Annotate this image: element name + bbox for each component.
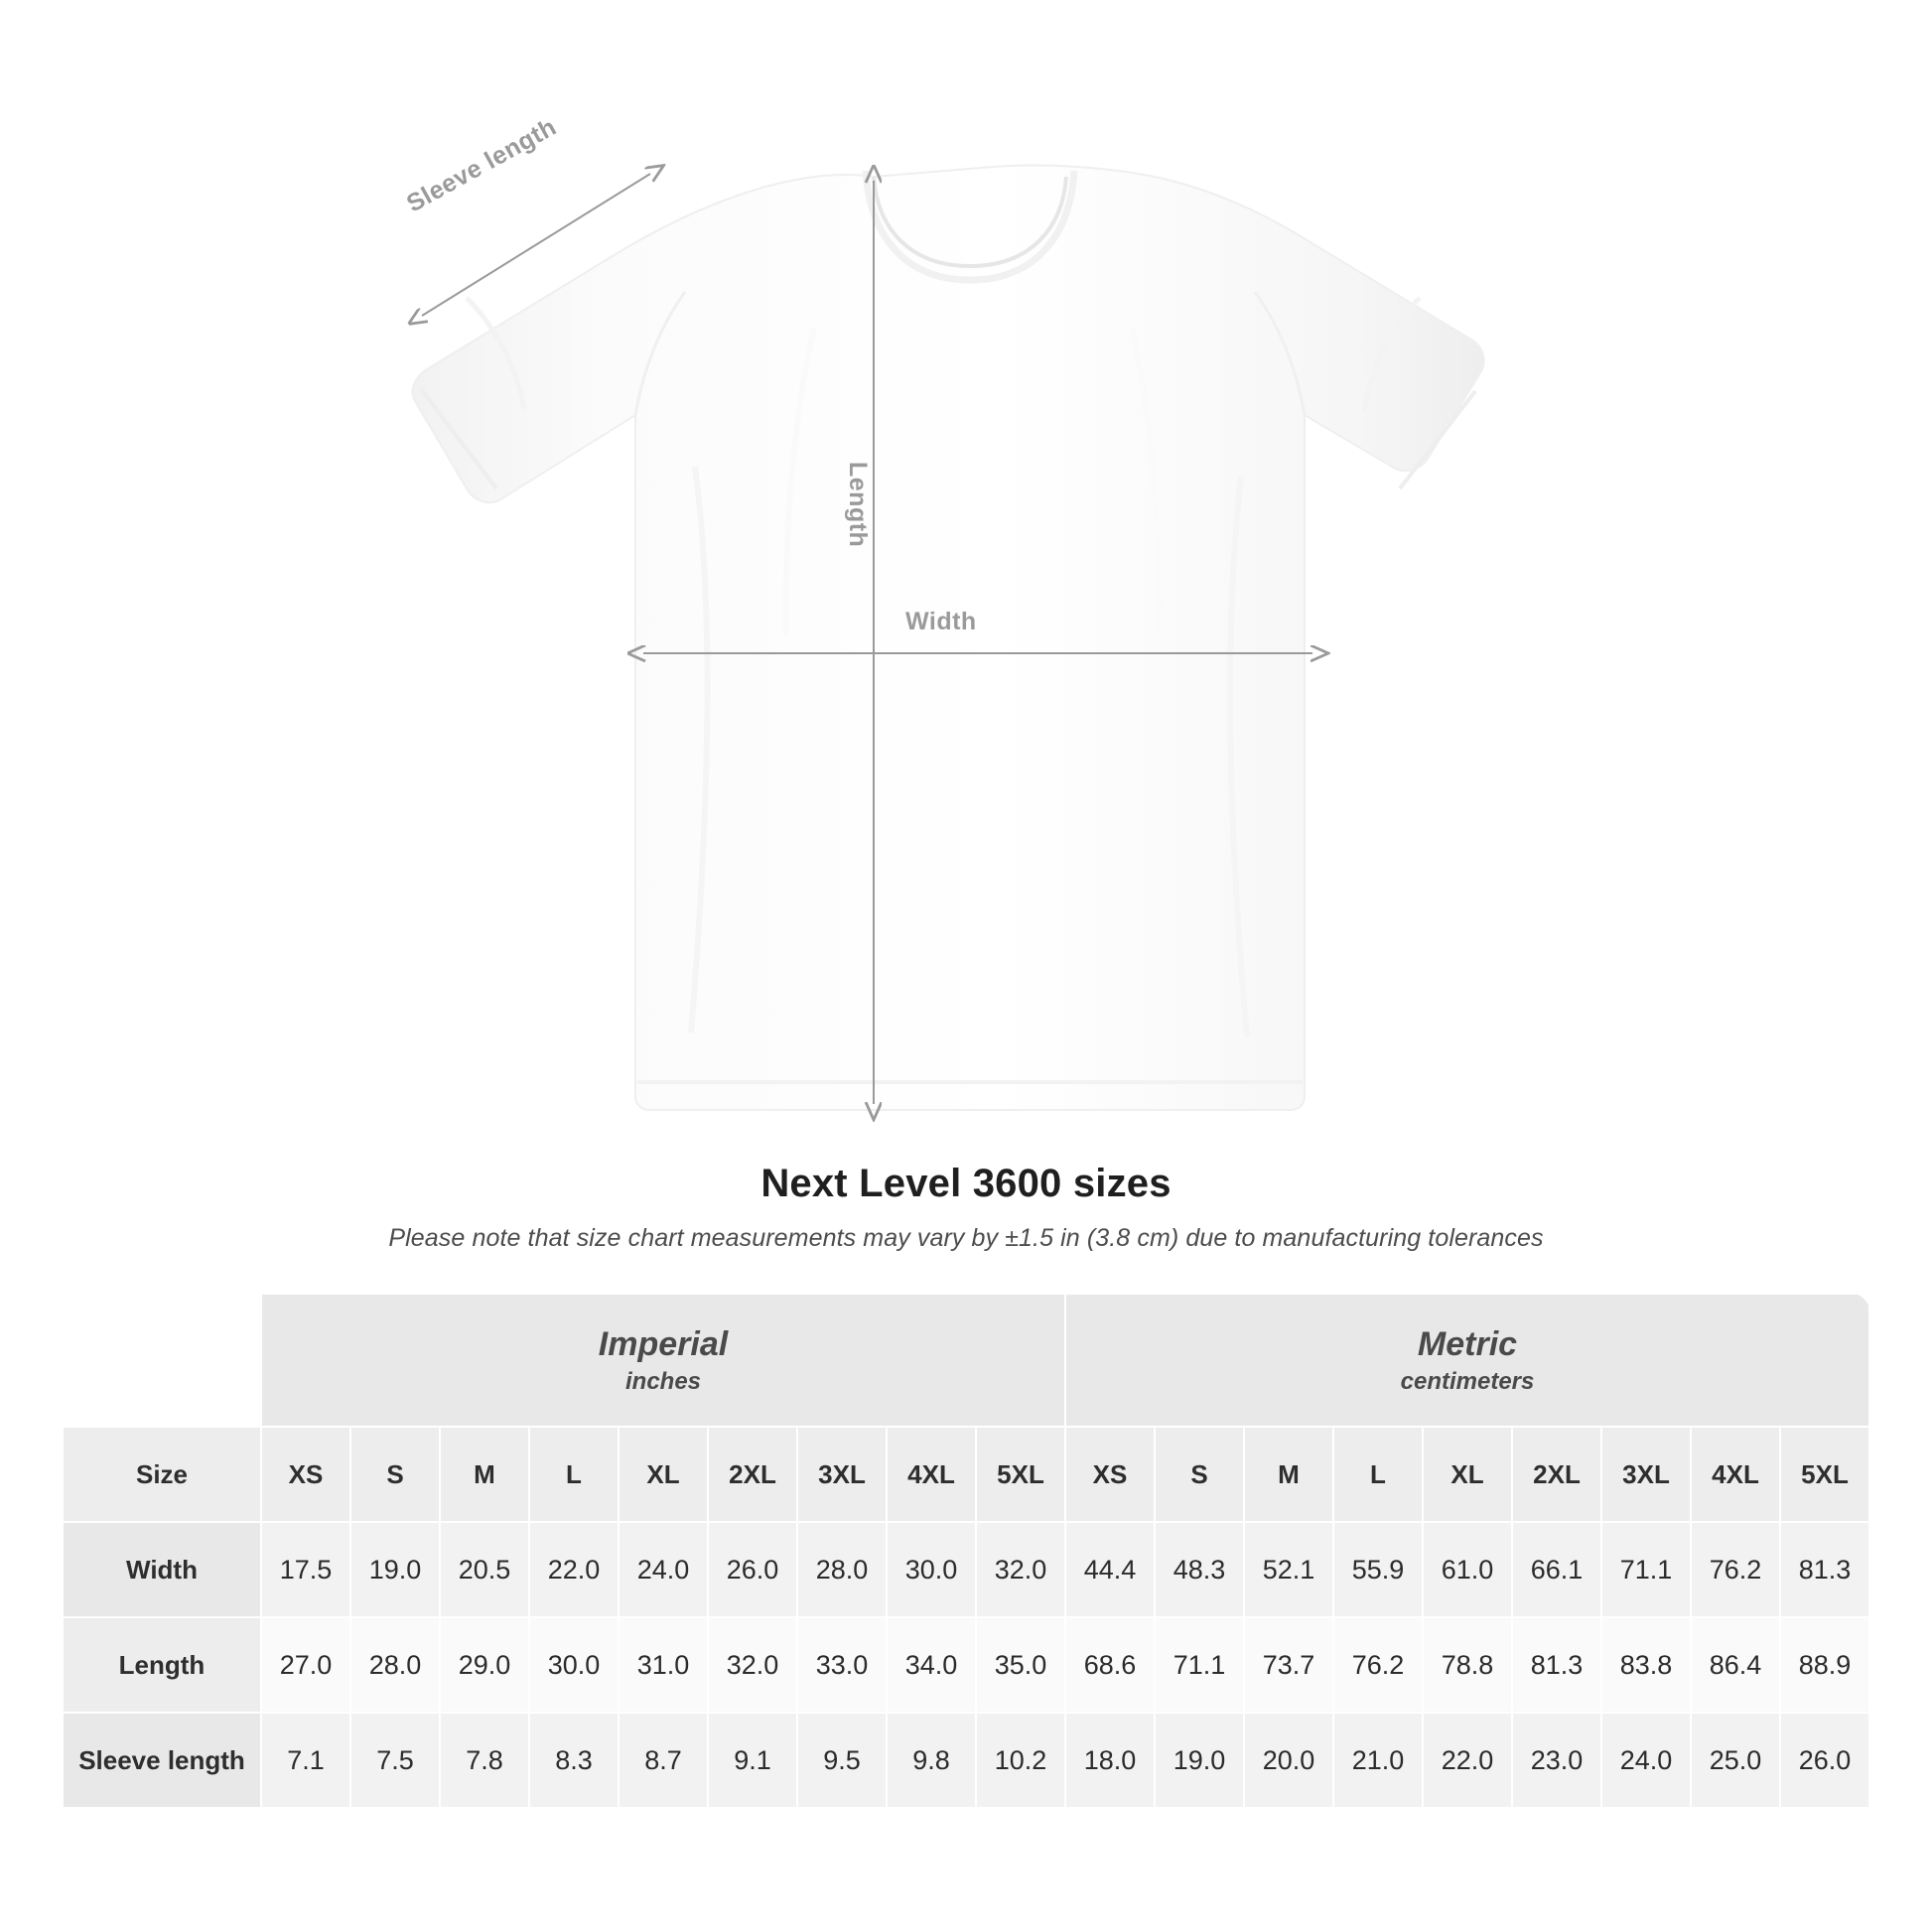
cell-length: 73.7 [1244, 1617, 1333, 1713]
cell-length: 86.4 [1691, 1617, 1780, 1713]
table-row [63, 1713, 1869, 1808]
cell-width: 22.0 [529, 1522, 619, 1617]
cell-width: 32.0 [976, 1522, 1065, 1617]
cell-sleeve-length: 20.0 [1244, 1713, 1333, 1808]
cell-length: 68.6 [1065, 1617, 1155, 1713]
size-header-cell: 2XL [1512, 1427, 1601, 1522]
unit-group-metric-sub: centimeters [1400, 1367, 1535, 1395]
cell-length: 32.0 [708, 1617, 797, 1713]
cell-width: 66.1 [1512, 1522, 1601, 1617]
cell-length: 34.0 [887, 1617, 976, 1713]
cell-length: 27.0 [261, 1617, 350, 1713]
size-chart-table-wrapper [62, 1293, 1870, 1809]
chart-heading [0, 1162, 1932, 1253]
cell-sleeve-length: 7.5 [350, 1713, 440, 1808]
size-header-cell: S [350, 1427, 440, 1522]
cell-sleeve-length: 7.8 [440, 1713, 529, 1808]
row-label-width: Width [63, 1522, 261, 1617]
cell-length: 31.0 [619, 1617, 708, 1713]
table-corner-cell [63, 1294, 261, 1427]
cell-length: 33.0 [797, 1617, 887, 1713]
cell-sleeve-length: 9.8 [887, 1713, 976, 1808]
cell-width: 20.5 [440, 1522, 529, 1617]
cell-length: 28.0 [350, 1617, 440, 1713]
cell-sleeve-length: 23.0 [1512, 1713, 1601, 1808]
size-header-cell: L [1333, 1427, 1423, 1522]
size-header-cell: XL [1423, 1427, 1512, 1522]
cell-width: 17.5 [261, 1522, 350, 1617]
unit-group-imperial-sub: inches [624, 1367, 702, 1395]
cell-width: 48.3 [1155, 1522, 1244, 1617]
cell-width: 61.0 [1423, 1522, 1512, 1617]
size-chart-table [62, 1293, 1870, 1809]
sleeve-length-label: Sleeve length [402, 112, 562, 218]
tshirt-shape [413, 166, 1484, 1111]
size-header-row [63, 1427, 1869, 1522]
unit-group-metric [1065, 1294, 1869, 1427]
cell-width: 28.0 [797, 1522, 887, 1617]
cell-length: 29.0 [440, 1617, 529, 1713]
row-label-length: Length [63, 1617, 261, 1713]
size-header-cell: M [440, 1427, 529, 1522]
cell-length: 35.0 [976, 1617, 1065, 1713]
cell-sleeve-length: 8.3 [529, 1713, 619, 1808]
cell-width: 44.4 [1065, 1522, 1155, 1617]
cell-width: 26.0 [708, 1522, 797, 1617]
size-header-cell: S [1155, 1427, 1244, 1522]
cell-length: 71.1 [1155, 1617, 1244, 1713]
size-header-cell: XS [1065, 1427, 1155, 1522]
size-header-cell: 4XL [1691, 1427, 1780, 1522]
length-label: Length [844, 462, 872, 548]
cell-width: 81.3 [1780, 1522, 1869, 1617]
cell-sleeve-length: 25.0 [1691, 1713, 1780, 1808]
cell-sleeve-length: 9.5 [797, 1713, 887, 1808]
cell-width: 24.0 [619, 1522, 708, 1617]
table-row [63, 1522, 1869, 1617]
tolerance-note: Please note that size chart measurements may vary by ±1.5 in (3.8 cm) due to manufacturing tolerances [388, 1224, 1544, 1252]
cell-length: 83.8 [1601, 1617, 1691, 1713]
size-header-cell: XL [619, 1427, 708, 1522]
size-header-cell: XS [261, 1427, 350, 1522]
unit-group-metric-name: Metric [1417, 1325, 1518, 1364]
width-label: Width [905, 608, 977, 635]
cell-sleeve-length: 9.1 [708, 1713, 797, 1808]
size-header-cell: 3XL [1601, 1427, 1691, 1522]
cell-width: 30.0 [887, 1522, 976, 1617]
size-header-cell: 5XL [976, 1427, 1065, 1522]
cell-sleeve-length: 21.0 [1333, 1713, 1423, 1808]
cell-sleeve-length: 8.7 [619, 1713, 708, 1808]
cell-sleeve-length: 24.0 [1601, 1713, 1691, 1808]
cell-sleeve-length: 22.0 [1423, 1713, 1512, 1808]
cell-width: 52.1 [1244, 1522, 1333, 1617]
cell-sleeve-length: 26.0 [1780, 1713, 1869, 1808]
cell-sleeve-length: 19.0 [1155, 1713, 1244, 1808]
cell-length: 30.0 [529, 1617, 619, 1713]
size-header-label: Size [63, 1427, 261, 1522]
size-header-cell: L [529, 1427, 619, 1522]
unit-group-header-row [63, 1294, 1869, 1427]
unit-group-imperial [261, 1294, 1065, 1427]
cell-width: 19.0 [350, 1522, 440, 1617]
cell-length: 76.2 [1333, 1617, 1423, 1713]
cell-width: 71.1 [1601, 1522, 1691, 1617]
cell-sleeve-length: 18.0 [1065, 1713, 1155, 1808]
size-header-cell: 5XL [1780, 1427, 1869, 1522]
cell-width: 76.2 [1691, 1522, 1780, 1617]
size-header-cell: 2XL [708, 1427, 797, 1522]
cell-length: 78.8 [1423, 1617, 1512, 1713]
table-row [63, 1617, 1869, 1713]
size-header-cell: 4XL [887, 1427, 976, 1522]
row-label-sleeve-length: Sleeve length [63, 1713, 261, 1808]
size-header-cell: 3XL [797, 1427, 887, 1522]
unit-group-imperial-name: Imperial [598, 1325, 729, 1364]
cell-sleeve-length: 7.1 [261, 1713, 350, 1808]
cell-length: 88.9 [1780, 1617, 1869, 1713]
cell-width: 55.9 [1333, 1522, 1423, 1617]
size-header-cell: M [1244, 1427, 1333, 1522]
page-title: Next Level 3600 sizes [760, 1162, 1172, 1205]
cell-sleeve-length: 10.2 [976, 1713, 1065, 1808]
cell-length: 81.3 [1512, 1617, 1601, 1713]
